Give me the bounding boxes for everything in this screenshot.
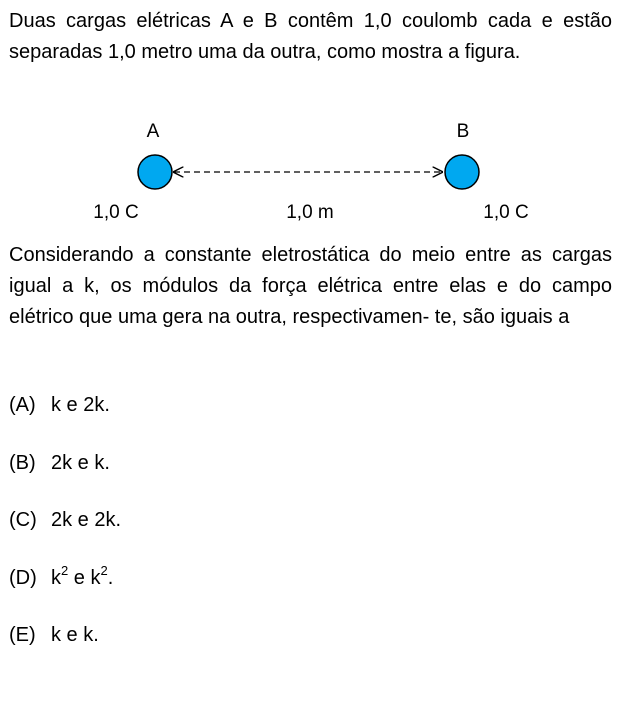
option-a-letter: (A) [9, 394, 36, 416]
option-d-base2: k [90, 567, 101, 589]
option-d-letter: (D) [9, 567, 37, 589]
distance-value: 1,0 m [286, 202, 334, 223]
option-e-text: k e k. [51, 624, 99, 646]
option-b-letter: (B) [9, 452, 36, 474]
option-d-mid: e [68, 567, 91, 589]
charges-figure [0, 110, 620, 230]
option-a-text: k e 2k. [51, 394, 110, 416]
label-a: A [146, 121, 160, 142]
charge-a-sphere [138, 155, 172, 189]
option-e[interactable] [9, 621, 99, 649]
option-d-base1: k [51, 567, 61, 589]
option-d[interactable] [9, 564, 113, 592]
charge-a-value: 1,0 C [93, 202, 139, 223]
option-d-exp2: 2 [100, 563, 108, 578]
option-b-text: 2k e k. [51, 452, 110, 474]
charge-b-sphere [445, 155, 479, 189]
charge-b-value: 1,0 C [483, 202, 529, 223]
option-c[interactable] [9, 506, 121, 534]
option-a[interactable] [9, 391, 110, 419]
option-d-end: . [107, 567, 114, 589]
intro-paragraph: Duas cargas elétricas A e B contêm 1,0 coulomb cada e estão separadas 1,0 metro uma da outra, como mostra a figura. [9, 10, 612, 63]
label-b: B [456, 121, 470, 142]
option-b[interactable] [9, 449, 110, 477]
option-c-letter: (C) [9, 509, 37, 531]
option-c-text: 2k e 2k. [51, 509, 122, 531]
option-d-exp1: 2 [61, 563, 69, 578]
question-paragraph: Considerando a constante eletrostática do meio entre as cargas igual a k, os módulos da força elétrica entre elas e do campo elétrico que uma gera na outra, respectivamen- te, são iguais a [9, 244, 612, 328]
option-e-letter: (E) [9, 624, 36, 646]
